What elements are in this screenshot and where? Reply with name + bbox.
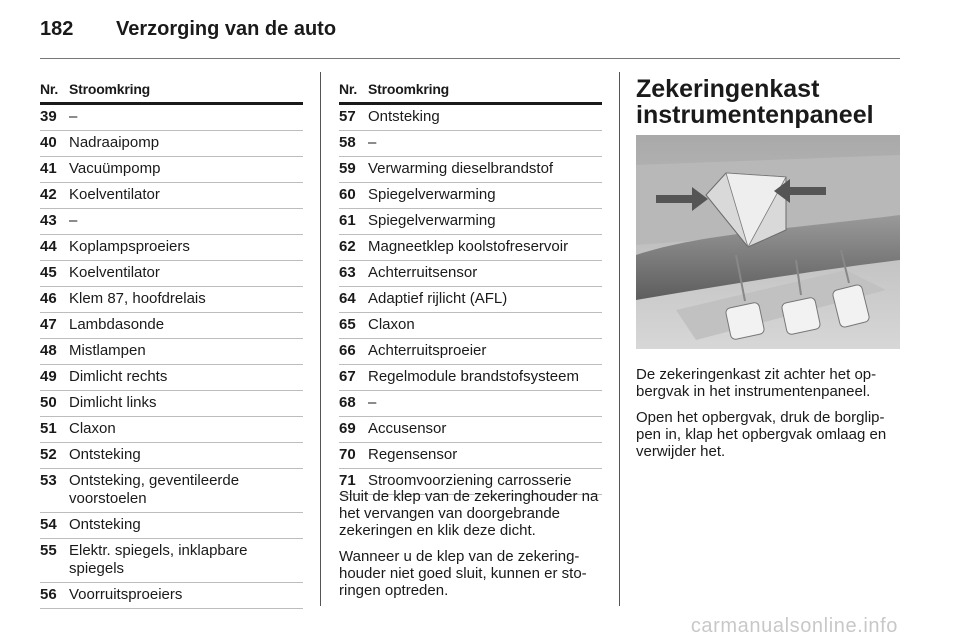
table-row [40,339,303,365]
fuse-number: 71 [339,472,356,489]
fuse-number: 55 [40,542,57,559]
table-row [339,261,602,287]
table-header [40,80,303,105]
watermark: carmanualsonline.info [690,615,898,637]
fuse-number: 46 [40,290,57,307]
circuit-label: Ontsteking [368,108,440,125]
table-row [339,417,602,443]
fuse-table-left [40,80,303,609]
fuse-number: 54 [40,516,57,533]
fuse-number: 48 [40,342,57,359]
fuse-number: 51 [40,420,57,437]
paragraph: Open het opbergvak, druk de borglip-pen in, klap het opbergvak omlaag en verwijder het. [636,409,887,460]
circuit-label: Claxon [368,316,415,333]
circuit-label: Lambdasonde [69,316,165,333]
table-row [40,469,303,513]
circuit-label: – [69,108,78,125]
fuse-number: 45 [40,264,57,281]
circuit-label: Koelventilator [69,186,160,203]
circuit-label: Dimlicht rechts [69,368,168,385]
circuit-label: Regelmodule brandstofsysteem [368,368,579,385]
table-row [40,183,303,209]
fuse-number: 52 [40,446,57,463]
circuit-label: Accusensor [368,420,447,437]
table-row [339,391,602,417]
paragraph: Wanneer u de klep van de zekering-houder niet goed sluit, kunnen er sto-ringen optreden. [339,548,587,599]
circuit-label: Ontsteking, geventileerde voorstoelen [69,472,240,507]
circuit-label: Claxon [69,420,116,437]
table-row [40,513,303,539]
fuse-number: 41 [40,160,57,177]
fuse-number: 43 [40,212,57,229]
circuit-label: Achterruitsensor [368,264,478,281]
column-header-circuit: Stroomkring [69,81,151,97]
fuse-number: 42 [40,186,57,203]
circuit-label: Klem 87, hoofdrelais [69,290,206,307]
fuse-number: 61 [339,212,356,229]
fuse-number: 53 [40,472,57,489]
fuse-box-illustration [636,135,900,349]
column-header-circuit: Stroomkring [368,81,450,97]
table-row [339,235,602,261]
circuit-label: Koplampsproeiers [69,238,190,255]
fuse-number: 66 [339,342,356,359]
table-row [40,365,303,391]
table-row [339,209,602,235]
circuit-label: Achterruitsproeier [368,342,487,359]
fuse-number: 70 [339,446,356,463]
table-row [339,339,602,365]
fuse-number: 63 [339,264,356,281]
circuit-label: – [368,134,377,151]
circuit-label: Regensensor [368,446,458,463]
fuse-number: 39 [40,108,57,125]
fuse-number: 58 [339,134,356,151]
table-row [339,105,602,131]
table-row [40,417,303,443]
fuse-number: 40 [40,134,57,151]
table-row [40,443,303,469]
table-row [40,391,303,417]
circuit-label: Voorruitsproeiers [69,586,183,603]
circuit-label: Verwarming dieselbrandstof [368,160,554,177]
circuit-label: – [368,394,377,411]
fuse-number: 50 [40,394,57,411]
fuse-number: 57 [339,108,356,125]
fuse-number: 65 [339,316,356,333]
table-row [40,313,303,339]
circuit-label: Magneetklep koolstofreservoir [368,238,569,255]
section-title: Zekeringenkast instrumentenpaneel [636,75,874,129]
table-row [339,183,602,209]
circuit-label: Mistlampen [69,342,146,359]
table-row [40,209,303,235]
fuse-number: 69 [339,420,356,437]
fuse-table-right [339,80,602,495]
circuit-label: Spiegelverwarming [368,186,496,203]
page-title: Verzorging van de auto [116,18,337,40]
table-header [339,80,602,105]
circuit-label: Vacuümpomp [69,160,161,177]
circuit-label: Koelventilator [69,264,160,281]
page-header [40,18,336,41]
circuit-label: Ontsteking [69,516,141,533]
table-row [339,313,602,339]
column-header-nr: Nr. [40,81,59,97]
fuse-number: 59 [339,160,356,177]
fuse-number: 67 [339,368,356,385]
fuse-number: 62 [339,238,356,255]
paragraph: Sluit de klep van de zekeringhouder na het vervangen van doorgebrande zekeringen en klik deze dicht. [339,488,599,539]
dashboard-photo [636,135,900,349]
circuit-label: – [69,212,78,229]
table-row [339,131,602,157]
column-divider-right [619,72,620,606]
fuse-number: 49 [40,368,57,385]
fuse-number: 44 [40,238,57,255]
table-row [339,443,602,469]
table-row [40,583,303,609]
table-row [40,105,303,131]
circuit-label: Spiegelverwarming [368,212,496,229]
table-row [40,131,303,157]
table-row [40,157,303,183]
page-number: 182 [40,18,74,40]
table-row [339,157,602,183]
paragraph: De zekeringenkast zit achter het op-bergvak in het instrumentenpaneel. [636,366,877,400]
circuit-label: Elektr. spiegels, inklapbare spiegels [69,542,248,577]
fuse-number: 47 [40,316,57,333]
circuit-label: Adaptief rijlicht (AFL) [368,290,508,307]
circuit-label: Nadraaipomp [69,134,160,151]
circuit-label: Dimlicht links [69,394,157,411]
table-row [40,235,303,261]
circuit-label: Stroomvoorziening carrosserie [368,472,572,489]
table-row [40,261,303,287]
fuse-number: 68 [339,394,356,411]
column-divider-left [320,72,321,606]
header-rule [40,58,900,59]
table-row [40,539,303,583]
circuit-label: Ontsteking [69,446,141,463]
fuse-box-instructions [636,366,904,469]
fuse-number: 64 [339,290,356,307]
fuse-number: 60 [339,186,356,203]
closing-instructions [339,488,609,608]
table-row [40,287,303,313]
fuse-number: 56 [40,586,57,603]
table-row [339,287,602,313]
column-header-nr: Nr. [339,81,358,97]
table-row [339,365,602,391]
